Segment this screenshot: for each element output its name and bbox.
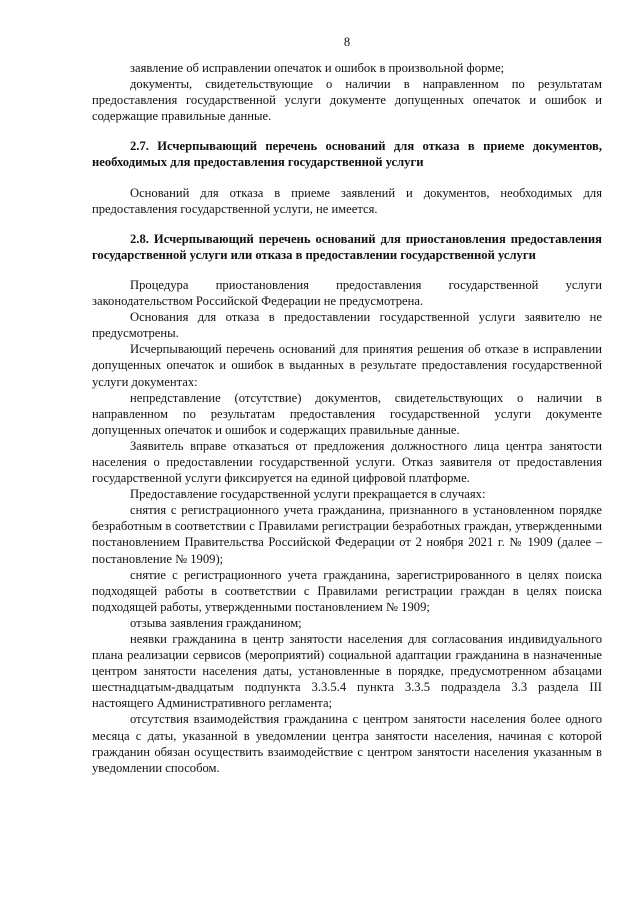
list-item: неявки гражданина в центр занятости населения для согласования индивидуального плана реализации сервисов (мероприятий) социальной адаптации гражданина в назначенные центром занятости населения даты, установленные в порядке, предусмотренном абзацами шестнадцатым-двадцатым подпункта 3.3.5.4 пункта 3.3.5 подраздела 3.3 раздела III настоящего Административного регламента; (92, 632, 602, 711)
list-item: снятия с регистрационного учета гражданина, признанного в установленном порядке безработным в соответствии с Правилами регистрации безработных граждан, утвержденными постановлением Правительства Российской Федерации от 2 ноября 2021 г. № 1909 (далее – постановление № 1909); (92, 503, 602, 566)
page-number: 8 (343, 35, 351, 49)
list-item: снятие с регистрационного учета гражданина, зарегистрированного в целях поиска подходящей работы в соответствии с Правилами регистрации граждан в целях поиска подходящей работы, утвержденными постановлением № 1909; (92, 567, 602, 614)
paragraph: Оснований для отказа в приеме заявлений и документов, необходимых для предоставления государственной услуги, не имеется. (92, 185, 602, 216)
paragraph: Исчерпывающий перечень оснований для принятия решения об отказе в исправлении допущенных опечаток и ошибок в выданных в результате предоставления государственной услуги документах: (92, 342, 602, 389)
section-heading-2-8: 2.8. Исчерпывающий перечень оснований для приостановления предоставления государственной услуги или отказа в предоставлении государственной услуги (92, 231, 602, 262)
paragraph: Заявитель вправе отказаться от предложения должностного лица центра занятости населения о предоставлении государственной услуги. Отказ заявителя от предоставления государственной услуги фиксируется на единой цифровой платформе. (92, 438, 602, 486)
paragraph: документы, свидетельствующие о наличии в направленном по результатам предоставления государственной услуги документе допущенных опечаток и ошибок и содержащие правильные данные. (92, 77, 602, 124)
paragraph: непредставление (отсутствие) документов, свидетельствующих о наличии в направленном по результатам предоставления государственной услуги документе допущенных опечаток и ошибок и содержащих правильные данные. (92, 390, 602, 437)
paragraph: Основания для отказа в предоставлении государственной услуги заявителю не предусмотрены. (92, 310, 602, 341)
paragraph: заявление об исправлении опечаток и ошибок в произвольной форме; (130, 61, 505, 75)
list-item: отсутствия взаимодействия гражданина с центром занятости населения более одного месяца с даты, указанной в уведомлении центра занятости населения, начиная с которой гражданин обязан осуществить взаимодействие с центром занятости населения указанным в уведомлении способом. (92, 712, 602, 775)
section-heading-2-7: 2.7. Исчерпывающий перечень оснований для отказа в приеме документов, необходимых для предоставления государственной услуги (92, 139, 602, 170)
paragraph: Процедура приостановления предоставления государственной услуги законодательством Российской Федерации не предусмотрена. (92, 277, 602, 309)
list-item: отзыва заявления гражданином; (130, 615, 302, 630)
paragraph: Предоставление государственной услуги прекращается в случаях: (130, 487, 486, 502)
